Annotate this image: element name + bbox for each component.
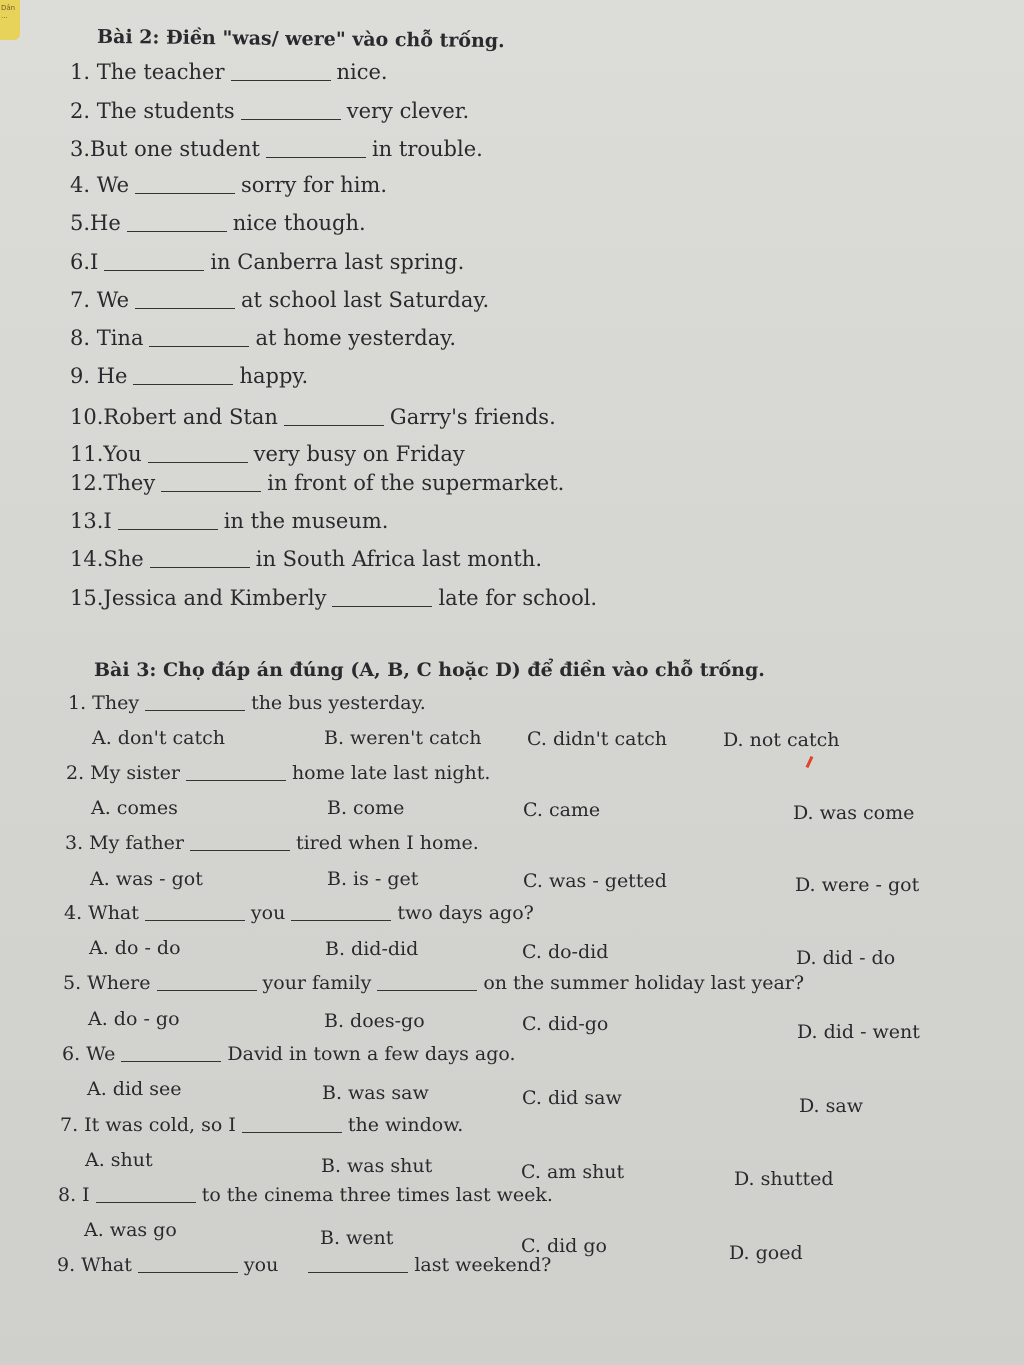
blank[interactable] — [118, 528, 218, 530]
q7-option-c[interactable]: C. am shut — [521, 1161, 625, 1183]
q8-option-d[interactable]: D. goed — [729, 1242, 803, 1264]
blank[interactable] — [104, 269, 204, 271]
q7-option-d[interactable]: D. shutted — [734, 1168, 834, 1190]
q1-option-c[interactable]: C. didn't catch — [527, 728, 667, 750]
blank[interactable] — [242, 1131, 342, 1133]
q1-option-a[interactable]: A. don't catch — [92, 727, 226, 749]
ex2-title: Bài 2: Điền "was/ were" vào chỗ trống. — [96, 25, 505, 53]
q4-option-c[interactable]: C. do-did — [522, 941, 609, 963]
q2-option-c[interactable]: C. came — [523, 799, 601, 821]
blank[interactable] — [145, 919, 245, 921]
ex2-item-4: 4. We sorry for him. — [70, 173, 388, 197]
ex3-question-7: 7. It was cold, so I the window. — [60, 1114, 464, 1136]
ex2-item-13: 13.I in the museum. — [70, 509, 389, 533]
ex3-title: Bài 3: Chọ đáp án đúng (A, B, C hoặc D) để điền vào chỗ trống. — [94, 659, 765, 681]
blank[interactable] — [231, 79, 331, 81]
blank[interactable] — [135, 307, 235, 309]
ex2-item-12: 12.They in front of the supermarket. — [70, 471, 565, 495]
blank[interactable] — [157, 989, 257, 991]
ex2-item-11: 11.You very busy on Friday — [70, 442, 465, 466]
q7-option-a[interactable]: A. shut — [85, 1149, 153, 1171]
q5-option-a[interactable]: A. do - go — [88, 1008, 180, 1030]
q5-option-c[interactable]: C. did-go — [522, 1013, 609, 1035]
blank[interactable] — [135, 192, 235, 194]
ex3-question-1: 1. They the bus yesterday. — [68, 692, 426, 714]
q7-option-b[interactable]: B. was shut — [321, 1155, 433, 1177]
ex3-question-4: 4. What you two days ago? — [64, 902, 534, 924]
ex2-item-1: 1. The teacher nice. — [70, 60, 388, 84]
ex2-item-5: 5.He nice though. — [70, 211, 366, 235]
q8-option-c[interactable]: C. did go — [521, 1235, 607, 1257]
q4-option-d[interactable]: D. did - do — [796, 947, 896, 969]
ex2-item-15: 15.Jessica and Kimberly late for school. — [70, 586, 598, 610]
blank[interactable] — [121, 1060, 221, 1062]
blank[interactable] — [138, 1271, 238, 1273]
blank[interactable] — [133, 383, 233, 385]
sticky-note-corner — [0, 0, 20, 40]
q6-option-b[interactable]: B. was saw — [322, 1082, 429, 1104]
blank[interactable] — [148, 461, 248, 463]
ex2-item-3: 3.But one student in trouble. — [70, 137, 483, 161]
ex3-question-3: 3. My father tired when I home. — [65, 832, 479, 854]
q1-option-b[interactable]: B. weren't catch — [324, 727, 482, 749]
corner-label: Dân ... — [1, 4, 16, 20]
q3-option-c[interactable]: C. was - getted — [523, 870, 667, 892]
blank[interactable] — [308, 1271, 408, 1273]
ex3-question-9: 9. What you last weekend? — [57, 1254, 552, 1276]
ex2-item-2: 2. The students very clever. — [70, 99, 470, 123]
q5-option-d[interactable]: D. did - went — [797, 1021, 920, 1043]
blank[interactable] — [241, 118, 341, 120]
blank[interactable] — [284, 424, 384, 426]
ex2-item-14: 14.She in South Africa last month. — [70, 547, 542, 571]
blank[interactable] — [96, 1201, 196, 1203]
blank[interactable] — [145, 709, 245, 711]
q2-option-d[interactable]: D. was come — [793, 802, 915, 824]
ex3-question-6: 6. We David in town a few days ago. — [62, 1043, 516, 1065]
blank[interactable] — [190, 849, 290, 851]
q6-option-a[interactable]: A. did see — [87, 1078, 182, 1100]
blank[interactable] — [161, 490, 261, 492]
ex3-question-2: 2. My sister home late last night. — [66, 762, 491, 784]
ex2-item-8: 8. Tina at home yesterday. — [70, 326, 456, 350]
red-tick-mark — [806, 756, 814, 768]
blank[interactable] — [186, 779, 286, 781]
blank[interactable] — [149, 345, 249, 347]
q6-option-d[interactable]: D. saw — [799, 1095, 863, 1117]
ex3-question-8: 8. I to the cinema three times last week. — [58, 1184, 553, 1206]
blank[interactable] — [332, 605, 432, 607]
q2-option-b[interactable]: B. come — [327, 797, 405, 819]
q3-option-a[interactable]: A. was - got — [90, 868, 203, 890]
ex2-item-9: 9. He happy. — [70, 364, 309, 388]
blank[interactable] — [150, 566, 250, 568]
q8-option-b[interactable]: B. went — [320, 1227, 394, 1249]
blank[interactable] — [377, 989, 477, 991]
q4-option-b[interactable]: B. did-did — [325, 938, 419, 960]
ex2-item-10: 10.Robert and Stan Garry's friends. — [70, 405, 556, 429]
ex2-item-6: 6.I in Canberra last spring. — [70, 250, 465, 274]
blank[interactable] — [127, 230, 227, 232]
ex2-item-7: 7. We at school last Saturday. — [70, 288, 490, 312]
q1-option-d[interactable]: D. not catch — [723, 729, 840, 751]
ex3-question-5: 5. Where your family on the summer holiday last year? — [63, 972, 805, 994]
blank[interactable] — [266, 156, 366, 158]
q4-option-a[interactable]: A. do - do — [89, 937, 181, 959]
q3-option-b[interactable]: B. is - get — [327, 868, 419, 890]
q8-option-a[interactable]: A. was go — [84, 1219, 177, 1241]
q6-option-c[interactable]: C. did saw — [522, 1087, 622, 1109]
q2-option-a[interactable]: A. comes — [91, 797, 178, 819]
q5-option-b[interactable]: B. does-go — [324, 1010, 425, 1032]
q3-option-d[interactable]: D. were - got — [795, 874, 920, 896]
blank[interactable] — [291, 919, 391, 921]
